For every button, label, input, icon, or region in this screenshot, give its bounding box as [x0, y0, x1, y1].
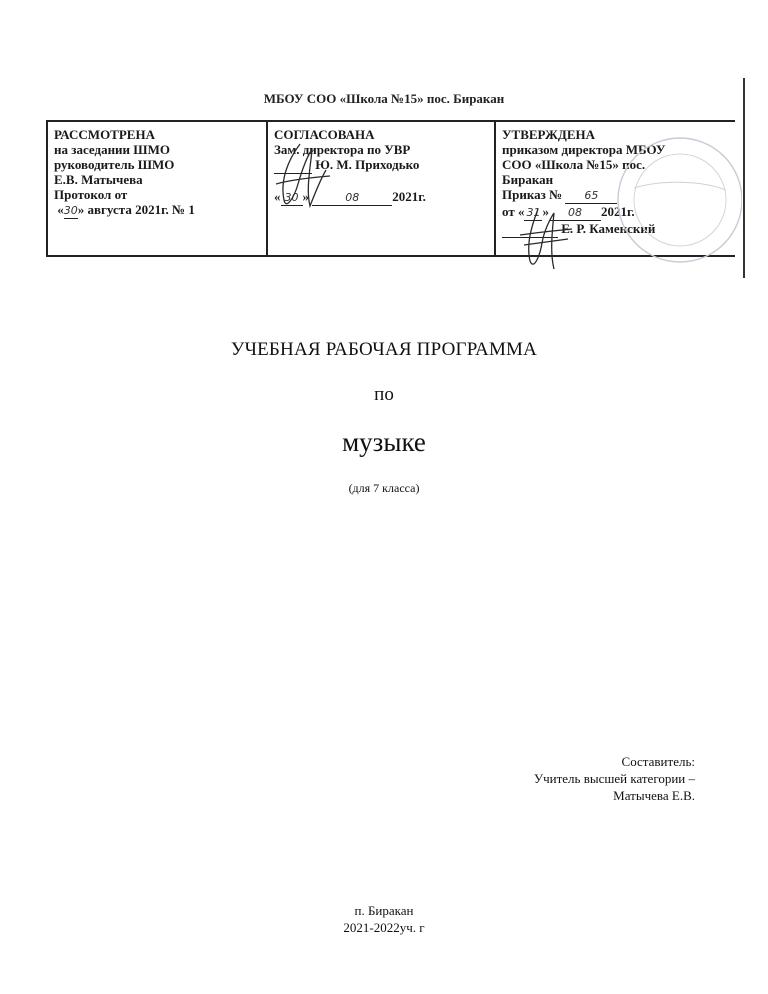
reviewed-date-rest: » августа 2021г. № 1	[77, 202, 195, 217]
agreed-heading: СОГЛАСОВАНА	[274, 127, 375, 142]
approved-date-line	[502, 204, 735, 221]
approved-signature-blank	[502, 222, 558, 238]
reviewed-line-3: Е.В. Матычева	[54, 172, 143, 187]
scan-edge-line	[743, 78, 745, 278]
approved-date-open: от «	[502, 204, 525, 219]
reviewed-date-line	[54, 202, 266, 219]
compiler-block	[534, 753, 695, 804]
approved-order-number-handwritten: 65	[565, 188, 617, 204]
agreed-date-mid: »	[302, 189, 309, 204]
agreed-name-line	[274, 157, 494, 174]
reviewed-day-handwritten: 30	[63, 204, 78, 217]
approved-order-line	[502, 187, 735, 204]
reviewed-date-open: «	[57, 202, 64, 217]
footer-block	[0, 902, 768, 936]
agreed-day-handwritten: 30	[281, 190, 303, 206]
approved-line-3: Биракан	[502, 172, 554, 187]
program-title: УЧЕБНАЯ РАБОЧАЯ ПРОГРАММА	[230, 339, 538, 360]
agreed-blank-line	[274, 174, 494, 189]
reviewed-line-2: руководитель ШМО	[54, 157, 175, 172]
reviewed-line-4: Протокол от	[54, 187, 128, 202]
approval-table	[46, 120, 735, 257]
footer-place: п. Биракан	[354, 903, 414, 918]
reviewed-line-1: на заседании ШМО	[54, 142, 170, 157]
compiler-name: Матычева Е.В.	[613, 788, 695, 803]
agreed-date-open: «	[274, 189, 281, 204]
agreed-name: Ю. М. Приходько	[315, 157, 420, 172]
school-name-header: МБОУ СОО «Школа №15» пос. Биракан	[263, 91, 505, 106]
compiler-label: Составитель:	[621, 754, 695, 769]
approval-cell-agreed	[268, 122, 496, 255]
agreed-date-line	[274, 189, 494, 206]
approved-order-label: Приказ №	[502, 187, 563, 202]
approved-day-handwritten: 31	[526, 206, 541, 219]
approved-line-1: приказом директора МБОУ	[502, 142, 666, 157]
approved-month-handwritten: 08	[549, 205, 601, 221]
approved-name: Е. Р. Каменский	[561, 221, 656, 236]
agreed-year: 2021г.	[392, 189, 426, 204]
compiler-position: Учитель высшей категории –	[533, 771, 695, 786]
approved-line-2: СОО «Школа №15» пос.	[502, 157, 646, 172]
program-grade: (для 7 класса)	[348, 481, 420, 495]
approval-cell-reviewed	[48, 122, 268, 255]
approved-year: 2021г.	[600, 204, 635, 219]
program-subject: музыке	[342, 427, 426, 457]
approved-date-mid: »	[542, 204, 549, 219]
reviewed-heading: РАССМОТРЕНА	[54, 127, 155, 142]
approved-name-line	[502, 221, 735, 238]
program-by-word: по	[374, 384, 394, 405]
approved-heading: УТВЕРЖДЕНА	[502, 127, 596, 142]
agreed-line-1: Зам. директора по УВР	[274, 142, 411, 157]
agreed-month-handwritten: 08	[312, 190, 392, 206]
approval-cell-approved	[496, 122, 735, 255]
footer-year: 2021-2022уч. г	[343, 920, 425, 935]
agreed-signature-blank	[274, 158, 312, 174]
